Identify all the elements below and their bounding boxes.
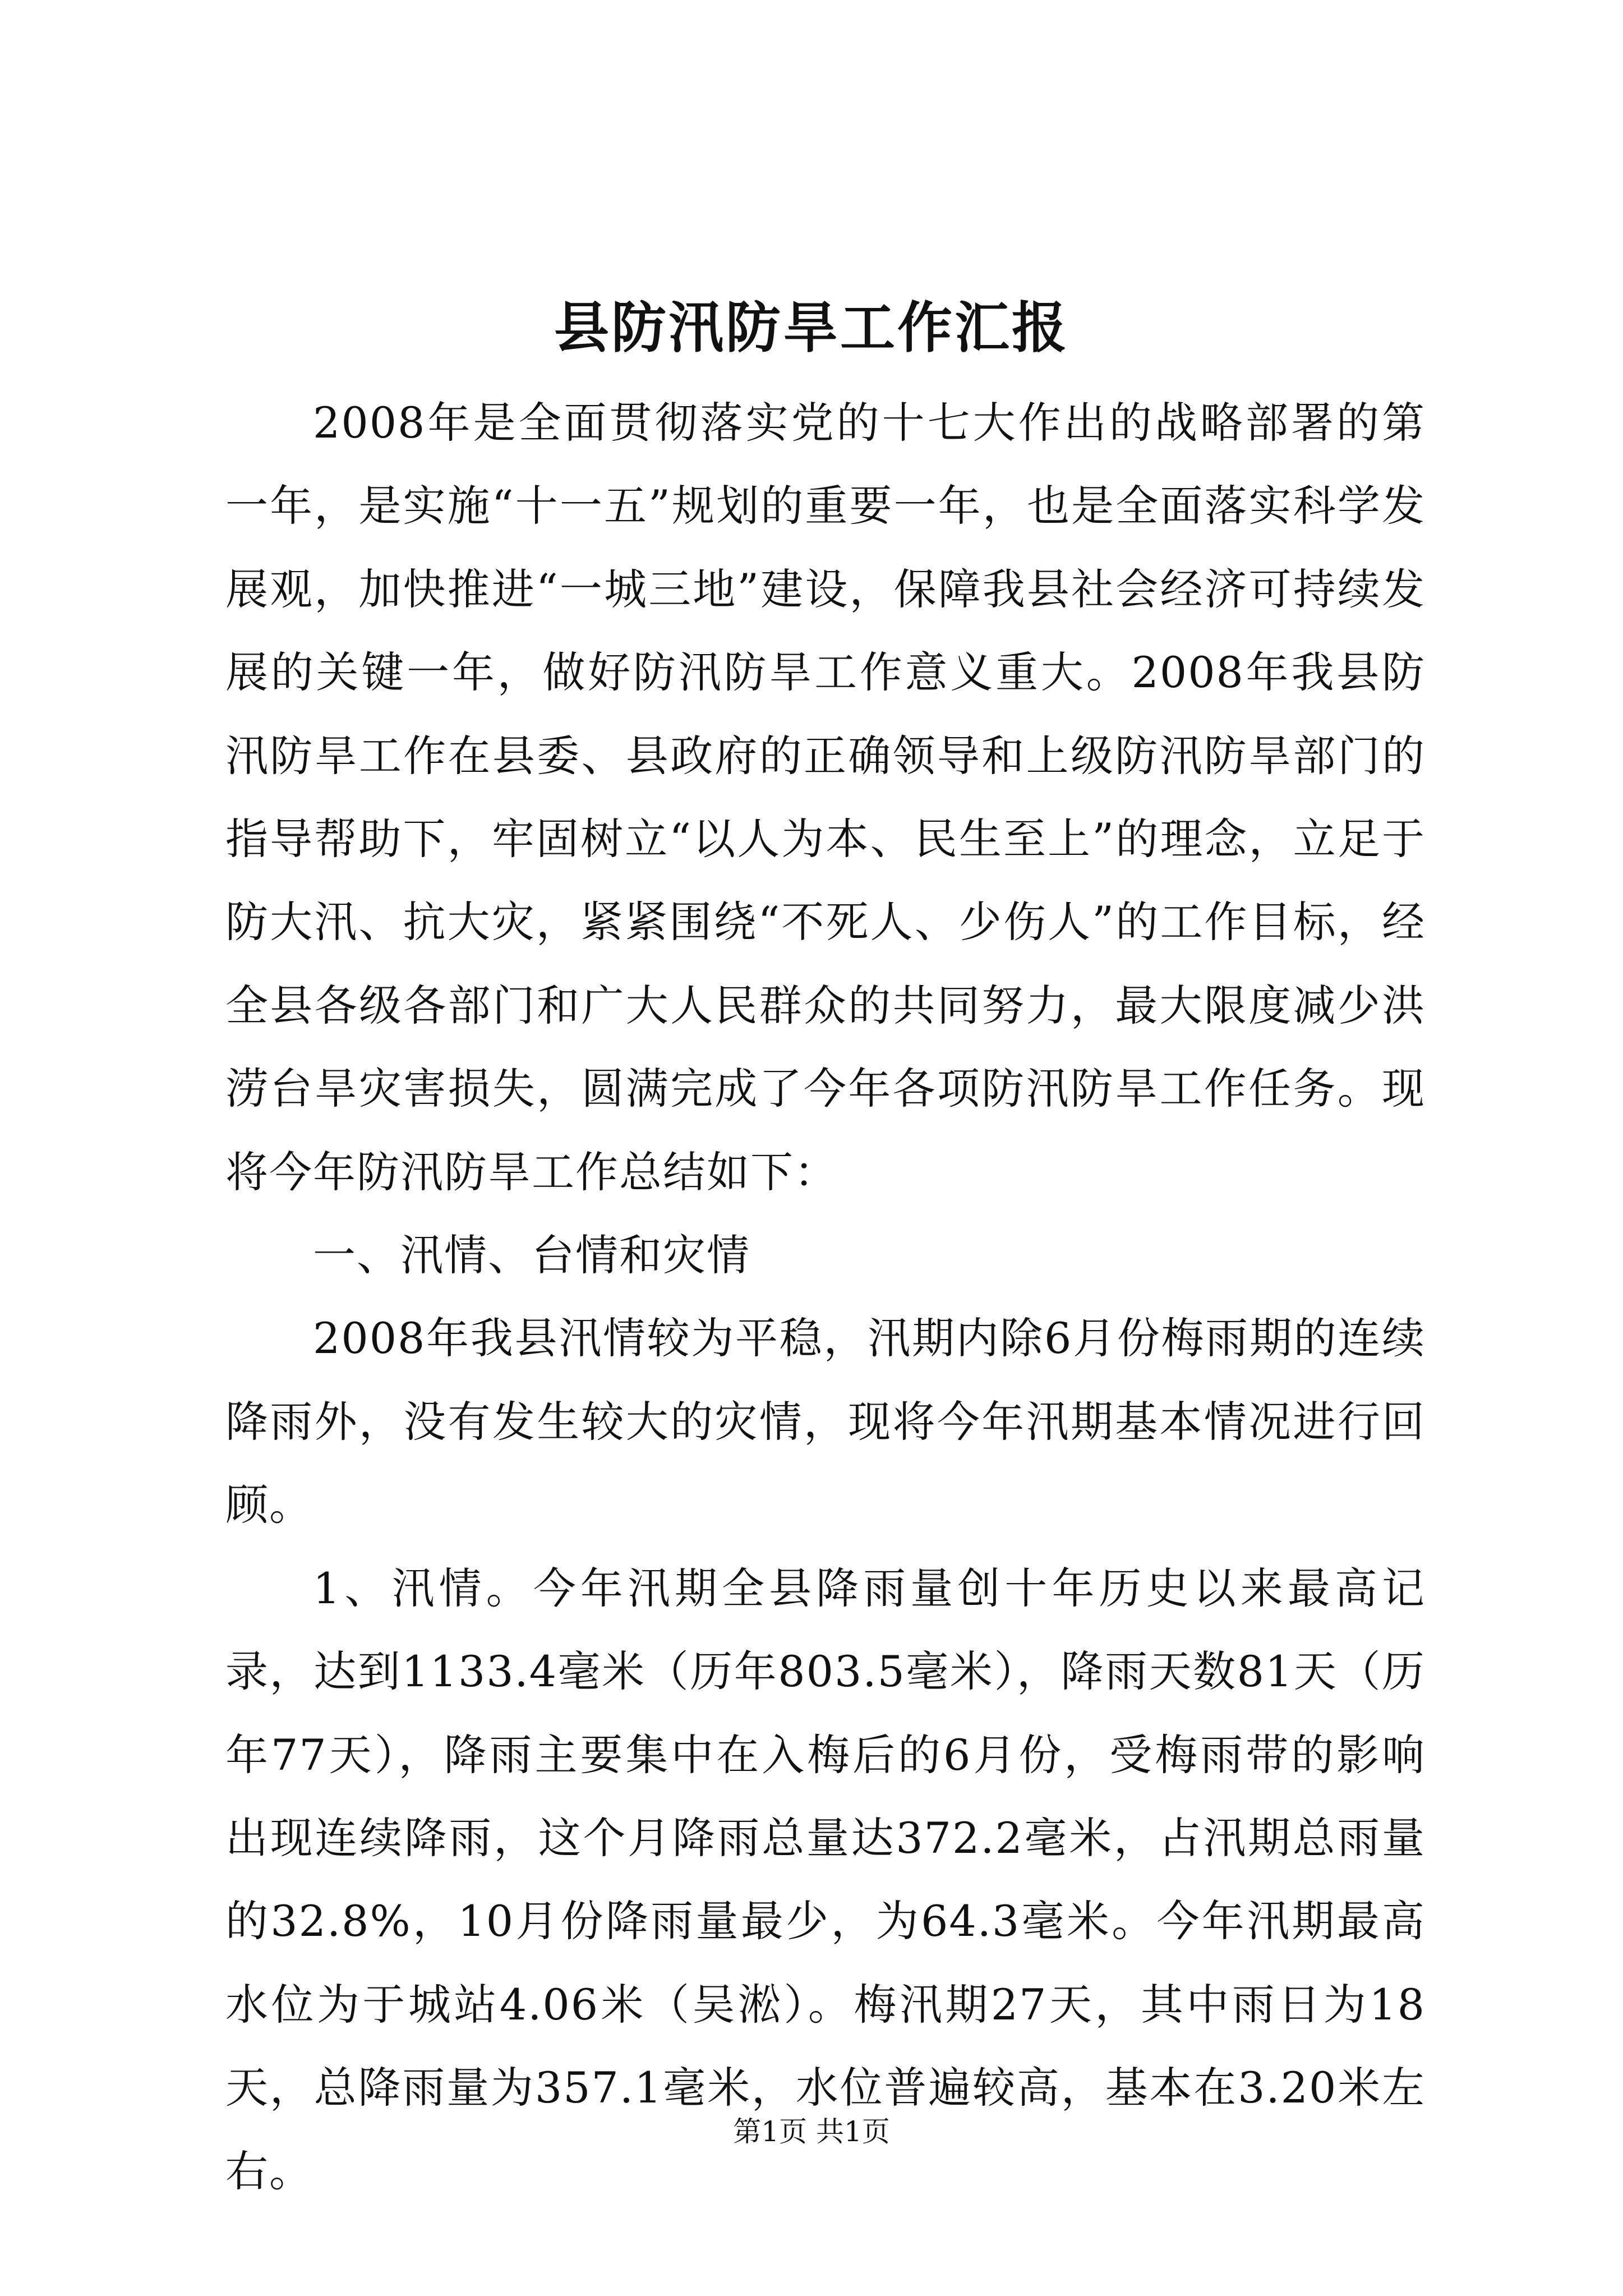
paragraph-overview: 2008年我县汛情较为平稳，汛期内除6月份梅雨期的连续降雨外，没有发生较大的灾情，现将今年汛期基本情况进行回顾。 [225,1313,1426,1530]
page-number-footer: 第1页 共1页 [733,2115,890,2148]
document-body [225,381,1426,2213]
paragraph-flood-situation: 1、汛情。今年汛期全县降雨量创十年历史以来最高记录，达到1133.4毫米（历年803.5毫米），降雨天数81天（历年77天），降雨主要集中在入梅后的6月份，受梅雨带的影响出现连续降雨，这个月降雨总量达372.2毫米，占汛期总雨量的32.8%，10月份降雨量最少，为64.3毫米。今年汛期最高水位为于城站4.06米（吴淞）。梅汛期27天，其中雨日为18天，总降雨量为357.1毫米，水位普遍较高，基本在3.20米左右。 [225,1563,1426,2196]
document-title: 县防汛防旱工作汇报 [554,296,1069,360]
paragraph-intro: 2008年是全面贯彻落实党的十七大作出的战略部署的第一年，是实施“十一五”规划的重要一年，也是全面落实科学发展观，加快推进“一城三地”建设，保障我县社会经济可持续发展的关键一年，做好防汛防旱工作意义重大。2008年我县防汛防旱工作在县委、县政府的正确领导和上级防汛防旱部门的指导帮助下，牢固树立“以人为本、民生至上”的理念，立足于防大汛、抗大灾，紧紧围绕“不死人、少伤人”的工作目标，经全县各级各部门和广大人民群众的共同努力，最大限度减少洪涝台旱灾害损失，圆满完成了今年各项防汛防旱工作任务。现将今年防汛防旱工作总结如下： [225,398,1426,1197]
section-heading: 一、汛情、台情和灾情 [313,1230,750,1281]
